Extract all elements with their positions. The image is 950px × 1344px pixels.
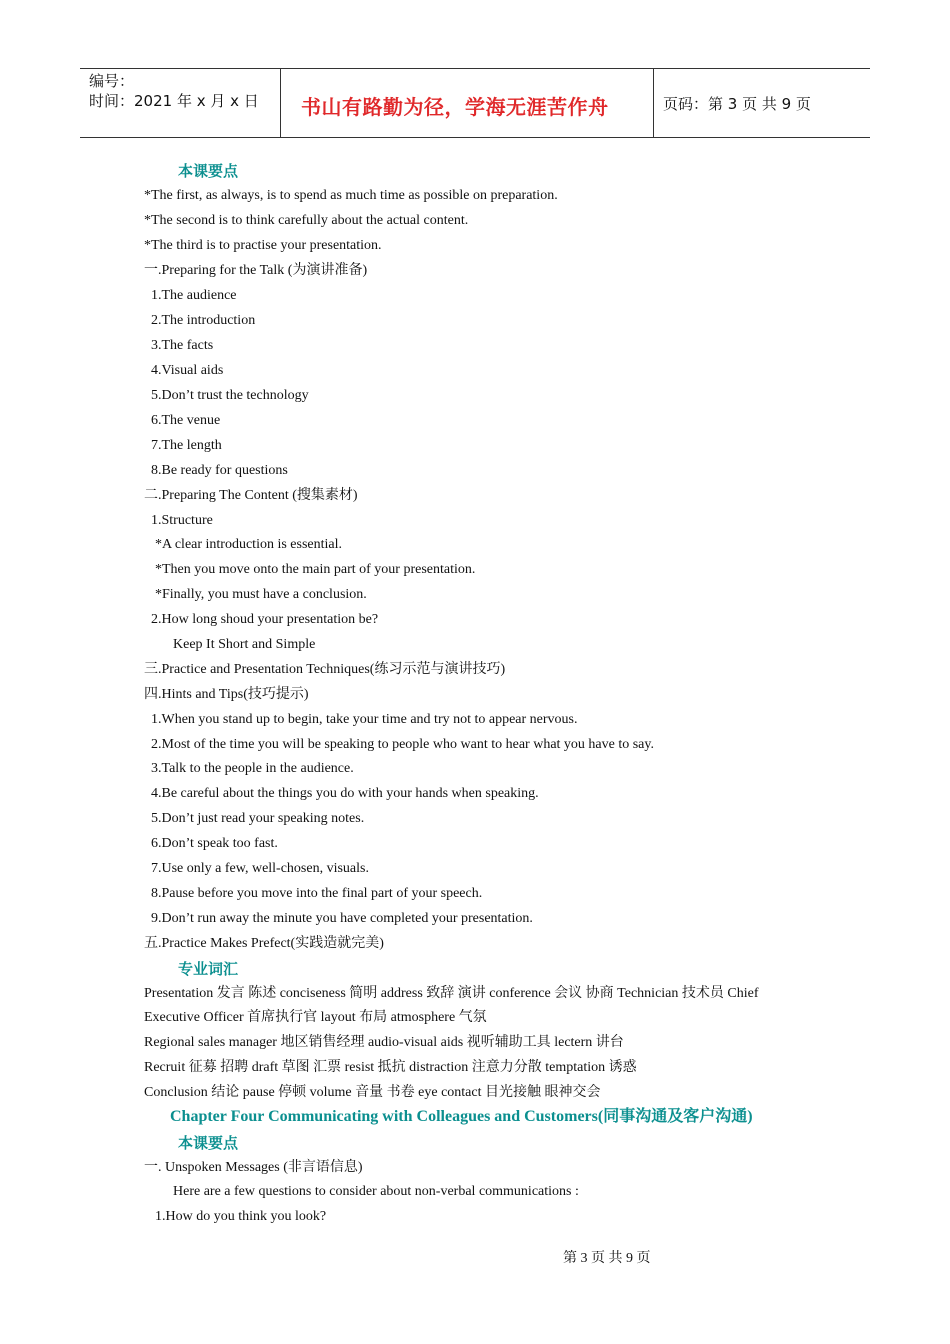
list-item: 3.Talk to the people in the audience. xyxy=(151,761,354,776)
list-item: 1.The audience xyxy=(151,288,237,303)
vocab-line: Executive Officer 首席执行官 layout 布局 atmosphere 气氛 xyxy=(144,1010,487,1025)
list-item: 3.The facts xyxy=(151,338,214,353)
text-line: *The third is to practise your presentation. xyxy=(144,238,382,253)
page-info: 页码：第 3 页 共 9 页 xyxy=(663,95,811,113)
text-line: *The second is to think carefully about the actual content. xyxy=(144,213,469,228)
time-label: 时间：2021 年 x 月 x 日 xyxy=(89,92,259,110)
list-item: 6.The venue xyxy=(151,413,221,428)
section-title: 五.Practice Makes Prefect(实践造就完美) xyxy=(144,936,384,951)
section-title: 四.Hints and Tips(技巧提示) xyxy=(144,687,309,702)
section-heading-key-points: 本课要点 xyxy=(178,162,239,180)
list-item: 4.Be careful about the things you do with your hands when speaking. xyxy=(151,786,539,801)
section-title: 二.Preparing The Content (搜集素材) xyxy=(144,488,358,503)
list-item: 8.Be ready for questions xyxy=(151,463,288,478)
text-line: *The first, as always, is to spend as much time as possible on preparation. xyxy=(144,188,558,203)
list-item: 9.Don’t run away the minute you have completed your presentation. xyxy=(151,911,533,926)
text-line: Here are a few questions to consider about non-verbal communications : xyxy=(173,1184,579,1199)
header-table xyxy=(80,68,870,138)
motto: 书山有路勤为径，学海无涯苦作舟 xyxy=(301,95,609,119)
list-item: 8.Pause before you move into the final part of your speech. xyxy=(151,886,483,901)
list-item: 2.Most of the time you will be speaking to people who want to hear what you have to say. xyxy=(151,737,654,752)
list-item: *Finally, you must have a conclusion. xyxy=(155,587,367,602)
section-title: 三.Practice and Presentation Techniques(练习示范与演讲技巧) xyxy=(144,662,506,677)
list-item: *Then you move onto the main part of your presentation. xyxy=(155,562,476,577)
vocab-line: Presentation 发言 陈述 conciseness 简明 address 致辞 演讲 conference 会议 协商 Technician 技术员 Chief xyxy=(144,986,759,1001)
section-title: 一. Unspoken Messages (非言语信息) xyxy=(144,1160,363,1175)
section-heading-vocabulary: 专业词汇 xyxy=(178,960,239,978)
chapter-title: Chapter Four Communicating with Colleagues and Customers(同事沟通及客户沟通) xyxy=(170,1108,753,1125)
list-item: 7.The length xyxy=(151,438,222,453)
header-motto-cell xyxy=(281,69,654,137)
list-item: 6.Don’t speak too fast. xyxy=(151,836,278,851)
list-item: 4.Visual aids xyxy=(151,363,224,378)
list-item: Keep It Short and Simple xyxy=(173,637,316,652)
section-title: 一.Preparing for the Talk (为演讲准备) xyxy=(144,263,368,278)
list-item: 1.Structure xyxy=(151,513,213,528)
list-item: 5.Don’t just read your speaking notes. xyxy=(151,811,365,826)
serial-label: 编号： xyxy=(89,72,135,90)
list-item: 7.Use only a few, well-chosen, visuals. xyxy=(151,861,369,876)
list-item: 2.How long shoud your presentation be? xyxy=(151,612,379,627)
list-item: 1.How do you think you look? xyxy=(155,1209,327,1224)
header-meta-cell xyxy=(80,69,281,137)
header-page-cell xyxy=(654,69,870,137)
vocab-line: Conclusion 结论 pause 停顿 volume 音量 书卷 eye contact 目光接触 眼神交会 xyxy=(144,1085,601,1100)
list-item: 1.When you stand up to begin, take your time and try not to appear nervous. xyxy=(151,712,578,727)
list-item: 5.Don’t trust the technology xyxy=(151,388,309,403)
page-footer: 第 3 页 共 9 页 xyxy=(563,1251,651,1266)
vocab-line: Recruit 征募 招聘 draft 草图 汇票 resist 抵抗 distraction 注意力分散 temptation 诱惑 xyxy=(144,1060,637,1075)
list-item: *A clear introduction is essential. xyxy=(155,537,343,552)
section-heading-key-points: 本课要点 xyxy=(178,1134,239,1152)
vocab-line: Regional sales manager 地区销售经理 audio-visual aids 视听辅助工具 lectern 讲台 xyxy=(144,1035,624,1050)
list-item: 2.The introduction xyxy=(151,313,256,328)
